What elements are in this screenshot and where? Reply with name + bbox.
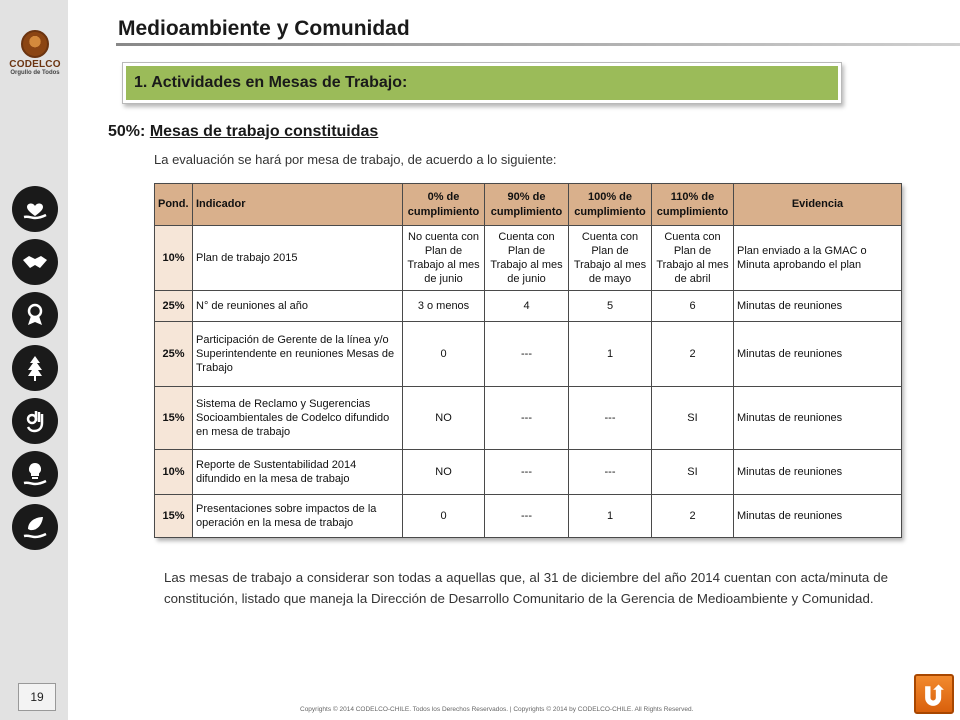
table-cell: --- xyxy=(485,387,569,450)
section-header xyxy=(122,62,842,104)
header-100pct: 100% de cumplimiento xyxy=(569,184,652,226)
return-button[interactable] xyxy=(914,674,954,714)
section-title: 1. Actividades en Mesas de Trabajo: xyxy=(126,66,838,100)
sidebar xyxy=(0,0,68,720)
table-row xyxy=(155,321,902,386)
title-divider xyxy=(116,43,960,46)
tree-icon[interactable] xyxy=(12,345,58,391)
table-cell: 2 xyxy=(652,321,734,386)
table-cell: SI xyxy=(652,450,734,495)
table-cell: --- xyxy=(569,450,652,495)
table-cell: 15% xyxy=(155,387,193,450)
header-pond: Pond. xyxy=(155,184,193,226)
header-evidencia: Evidencia xyxy=(734,184,902,226)
table-cell: NO xyxy=(403,387,485,450)
table-cell: --- xyxy=(485,495,569,538)
table-cell: Plan enviado a la GMAC o Minuta aprobando el plan xyxy=(734,226,902,291)
body-paragraph: Las mesas de trabajo a considerar son todas a aquellas que, al 31 de diciembre del año 2014 cuentan con acta/minuta de constitución, listado que maneja la Dirección de Desarrollo Comunitario de la Gerencia de Medioambiente y Comunidad. xyxy=(164,570,888,606)
table-cell: SI xyxy=(652,387,734,450)
table-row xyxy=(155,226,902,291)
header-0pct: 0% de cumplimiento xyxy=(403,184,485,226)
table-cell: 10% xyxy=(155,226,193,291)
header-indicador: Indicador xyxy=(193,184,403,226)
table-cell: Cuenta con Plan de Trabajo al mes de mayo xyxy=(569,226,652,291)
table-cell: 25% xyxy=(155,291,193,322)
ok-hand-icon[interactable] xyxy=(12,398,58,444)
page-title: Medioambiente y Comunidad xyxy=(118,17,410,40)
table-cell: Sistema de Reclamo y Sugerencias Socioambientales de Codelco difundido en mesa de trabajo xyxy=(193,387,403,450)
table-cell: 3 o menos xyxy=(403,291,485,322)
table-cell: Minutas de reuniones xyxy=(734,495,902,538)
table-cell: Reporte de Sustentabilidad 2014 difundido en la mesa de trabajo xyxy=(193,450,403,495)
table-cell: 15% xyxy=(155,495,193,538)
intro-text: La evaluación se hará por mesa de trabajo, de acuerdo a lo siguiente: xyxy=(154,152,557,167)
leaf-hand-icon[interactable] xyxy=(12,504,58,550)
table-cell: NO xyxy=(403,450,485,495)
table-cell: Minutas de reuniones xyxy=(734,321,902,386)
table-cell: Minutas de reuniones xyxy=(734,450,902,495)
table-header-row xyxy=(155,184,902,226)
table-cell: Minutas de reuniones xyxy=(734,291,902,322)
table-row xyxy=(155,387,902,450)
table-cell: Minutas de reuniones xyxy=(734,387,902,450)
header-110pct: 110% de cumplimiento xyxy=(652,184,734,226)
table-cell: 4 xyxy=(485,291,569,322)
table-cell: 10% xyxy=(155,450,193,495)
table-cell: Participación de Gerente de la línea y/o Superintendente en reuniones Mesas de Trabajo xyxy=(193,321,403,386)
table-cell: --- xyxy=(485,321,569,386)
table-cell: Cuenta con Plan de Trabajo al mes de abril xyxy=(652,226,734,291)
subsection-heading xyxy=(108,123,378,141)
subsection-label: Mesas de trabajo constituidas xyxy=(149,123,379,140)
header-90pct: 90% de cumplimiento xyxy=(485,184,569,226)
table-cell: 6 xyxy=(652,291,734,322)
copyright-footer: Copyrights © 2014 CODELCO-CHILE. Todos los Derechos Reservados. | Copyrights © 2014 by CODELCO-CHILE. All Rights Reserved. xyxy=(300,706,694,713)
table-cell: 25% xyxy=(155,321,193,386)
table-row xyxy=(155,291,902,322)
table-cell: 0 xyxy=(403,495,485,538)
codelco-logo: CODELCO Orgullo de Todos xyxy=(4,30,66,76)
handshake-icon[interactable] xyxy=(12,239,58,285)
table-cell: Plan de trabajo 2015 xyxy=(193,226,403,291)
table-row xyxy=(155,495,902,538)
table-cell: 1 xyxy=(569,321,652,386)
evaluation-table xyxy=(154,183,901,538)
table-cell: 5 xyxy=(569,291,652,322)
table-cell: --- xyxy=(569,387,652,450)
table-cell: 0 xyxy=(403,321,485,386)
table-cell: Cuenta con Plan de Trabajo al mes de junio xyxy=(485,226,569,291)
table-cell: 1 xyxy=(569,495,652,538)
heart-hand-icon[interactable] xyxy=(12,186,58,232)
codelco-emblem-icon xyxy=(21,30,49,58)
page-number: 19 xyxy=(18,683,56,711)
table-cell: --- xyxy=(485,450,569,495)
table-row xyxy=(155,450,902,495)
table-cell: N° de reuniones al año xyxy=(193,291,403,322)
lightbulb-hand-icon[interactable] xyxy=(12,451,58,497)
table-cell: Presentaciones sobre impactos de la operación en la mesa de trabajo xyxy=(193,495,403,538)
table-cell: No cuenta con Plan de Trabajo al mes de junio xyxy=(403,226,485,291)
award-person-icon[interactable] xyxy=(12,292,58,338)
subsection-percent: 50%: xyxy=(108,123,146,140)
table-cell: 2 xyxy=(652,495,734,538)
return-arrow-icon xyxy=(919,679,949,709)
